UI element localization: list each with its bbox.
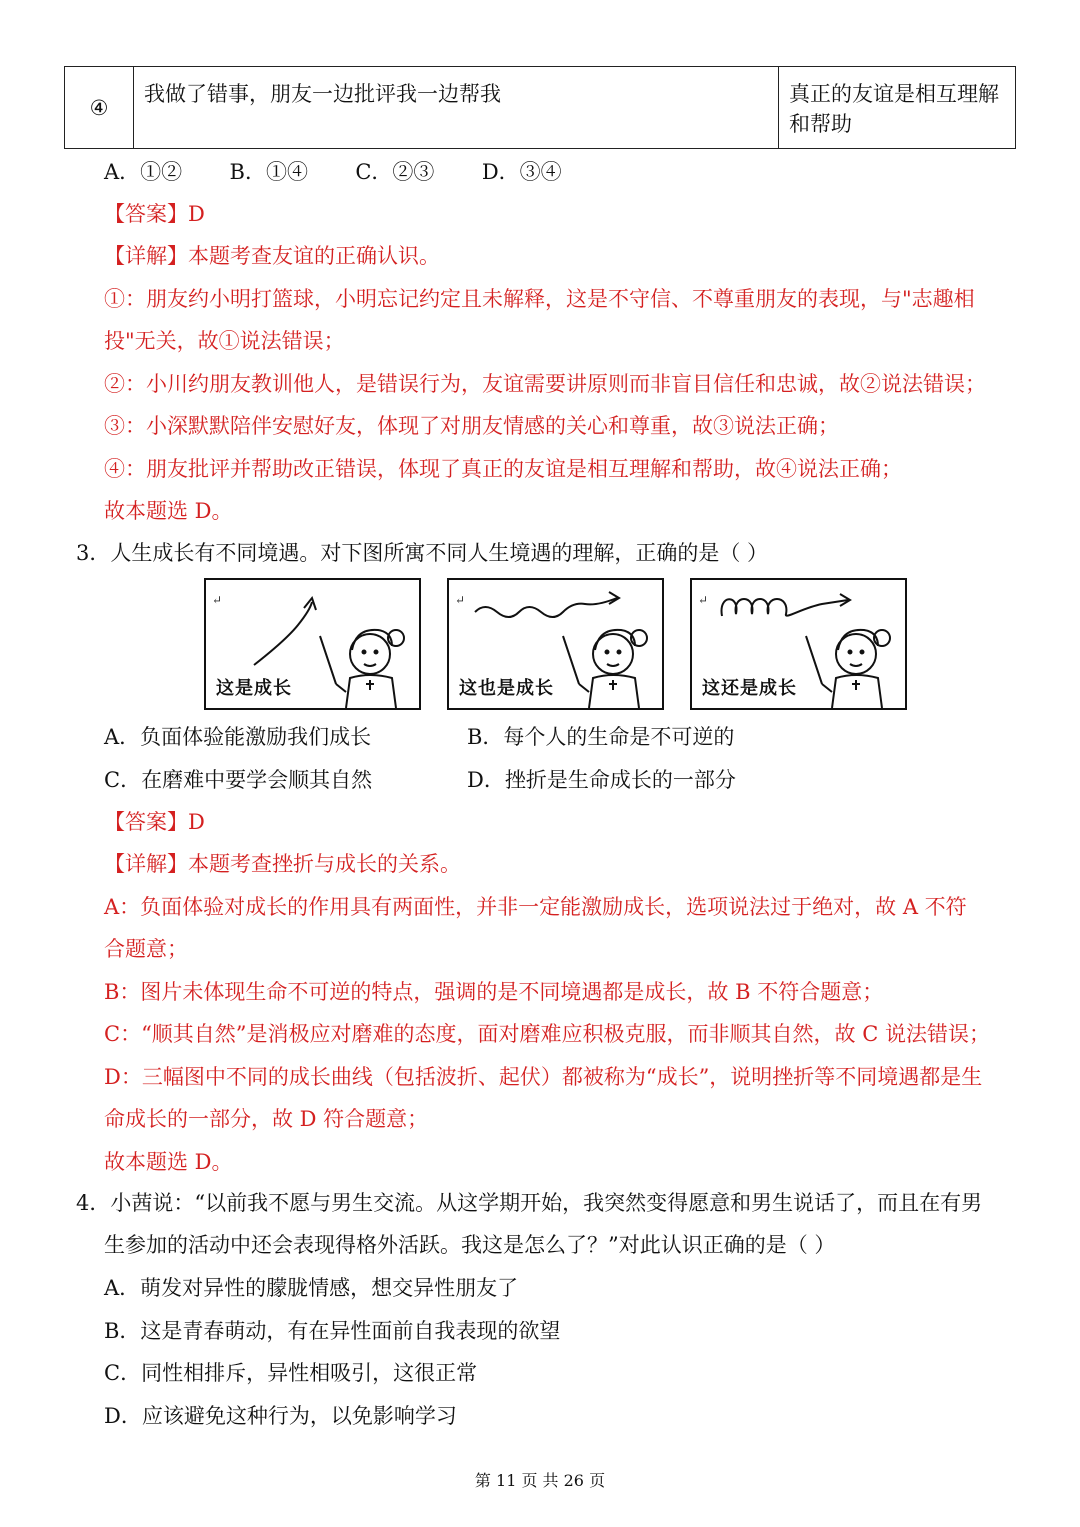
q2-line: ①：朋友约小明打篮球，小明忘记约定且未解释，这是不守信、不尊重朋友的表现，与"志趣相 — [104, 287, 975, 311]
q3-option-c: C．在磨难中要学会顺其自然 — [104, 768, 373, 792]
svg-text:↵: ↵ — [212, 593, 223, 607]
q4-option-b: B．这是青春萌动，有在异性面前自我表现的欲望 — [104, 1319, 561, 1343]
row-view: 真正的友谊是相互理解和帮助 — [779, 67, 1016, 149]
q2-options — [104, 157, 562, 187]
q3-line: C：“顺其自然”是消极应对磨难的态度，面对磨难应积极克服，而非顺其自然，故 C 说法错误； — [104, 1022, 990, 1046]
q2-line: ④：朋友批评并帮助改正错误，体现了真正的友谊是相互理解和帮助，故④说法正确； — [104, 457, 902, 481]
q4-option-d: D．应该避免这种行为，以免影响学习 — [104, 1404, 457, 1428]
q2-line: ②：小川约朋友教训他人，是错误行为，友谊需要讲原则而非盲目信任和忠诚，故②说法错误； — [104, 372, 986, 396]
q2-option-d: D．③④ — [481, 160, 562, 184]
q3-line: 合题意； — [104, 937, 188, 961]
growth-panel-2 — [447, 578, 664, 710]
q3-line: A：负面体验对成长的作用具有两面性，并非一定能激励成长，选项说法过于绝对，故 A 不符 — [104, 895, 967, 919]
row-number: ④ — [65, 67, 134, 149]
q4-stem-line1: 4．小茜说：“以前我不愿与男生交流。从这学期开始，我突然变得愿意和男生说话了，而且在有男 — [76, 1191, 983, 1215]
q2-line: ③：小深默默陪伴安慰好友，体现了对朋友情感的关心和尊重，故③说法正确； — [104, 414, 839, 438]
q3-line: D：三幅图中不同的成长曲线（包括波折、起伏）都被称为“成长”，说明挫折等不同境遇都是生 — [104, 1065, 983, 1089]
teacher-figure-icon — [563, 630, 647, 708]
q3-line: 故本题选 D。 — [104, 1150, 233, 1174]
q4-option-a: A．萌发对异性的朦胧情感，想交异性朋友了 — [104, 1276, 519, 1300]
q3-answer: 【答案】D — [104, 810, 205, 834]
q3-stem: 3．人生成长有不同境遇。对下图所寓不同人生境遇的理解，正确的是（ ） — [76, 541, 769, 565]
q2-option-c: C．②③ — [355, 160, 435, 184]
growth-panel-1 — [204, 578, 421, 710]
row-event: 我做了错事，朋友一边批评我一边帮我 — [134, 67, 779, 149]
svg-text:↵: ↵ — [455, 593, 466, 607]
teacher-figure-icon — [320, 630, 404, 708]
growth-panel-3 — [690, 578, 907, 710]
q2-line: 投"无关，故①说法错误； — [104, 329, 345, 353]
q2-answer: 【答案】D — [104, 202, 205, 226]
panel-caption: 这也是成长 — [459, 678, 554, 699]
q4-option-c: C．同性相排斥，异性相吸引，这很正常 — [104, 1361, 478, 1385]
svg-text:↵: ↵ — [698, 593, 709, 607]
q3-line: B：图片未体现生命不可逆的特点，强调的是不同境遇都是成长，故 B 不符合题意； — [104, 980, 884, 1004]
q2-detail: 【详解】本题考查友谊的正确认识。 — [104, 244, 440, 268]
q2-option-a: A．①② — [104, 160, 183, 184]
q3-line: 命成长的一部分，故 D 符合题意； — [104, 1107, 429, 1131]
teacher-figure-icon — [806, 630, 890, 708]
q3-option-a: A．负面体验能激励我们成长 — [104, 725, 372, 749]
q3-option-d: D．挫折是生命成长的一部分 — [467, 768, 736, 792]
q2-line: 故本题选 D。 — [104, 499, 233, 523]
panel-caption: 这还是成长 — [702, 678, 797, 699]
page-footer: 第 11 页 共 26 页 — [474, 1471, 606, 1490]
comparison-table-row — [64, 66, 1016, 149]
q3-option-b: B．每个人的生命是不可逆的 — [467, 725, 735, 749]
q4-stem-line2: 生参加的活动中还会表现得格外活跃。我这是怎么了？”对此认识正确的是（ ） — [104, 1233, 836, 1257]
q3-detail: 【详解】本题考查挫折与成长的关系。 — [104, 852, 461, 876]
q2-option-b: B．①④ — [229, 160, 308, 184]
panel-caption: 这是成长 — [216, 678, 292, 699]
